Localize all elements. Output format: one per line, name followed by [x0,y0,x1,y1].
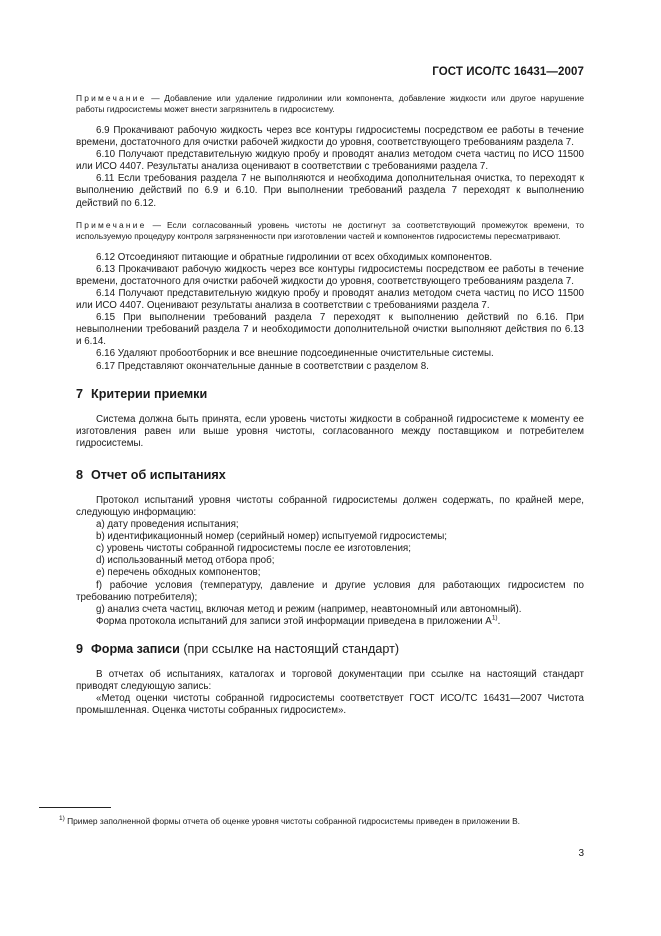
section-7-text: Система должна быть принята, если уровень чистоты жидкости в собранной гидросистеме к моменту ее изготовления равен или выше уровня чистоты, согласованного между поставщиком и потребителем гидросистемы. [76,413,584,449]
footnote-divider [39,807,111,808]
note-2 [76,220,584,242]
note-label: Примечание [76,219,147,230]
note-text: — Добавление или удаление гидролинии или компонента, добавление жидкости или другое нарушение работы гидросистемы может внести загрязнитель в гидросистему. [76,93,584,114]
section-9-quote: «Метод оценки чистоты собранной гидросистемы соответствует ГОСТ ИСО/ТС 16431—2007 Чистота промышленная. Оценка чистоты собранных гидросистем». [76,693,584,717]
document-header: ГОСТ ИСО/ТС 16431—2007 [432,66,584,78]
list-item-a: a) дату проведения испытания; [96,519,239,531]
clause-6-16: 6.16 Удаляют пробоотборник и все внешние подсоединенные очистительные системы. [96,348,494,360]
section-8-form-note: Форма протокола испытаний для записи этой информации приведена в приложении $А^{1)}$. [96,614,501,627]
list-item-e: e) перечень обходных компонентов; [96,567,261,579]
clause-6-13: 6.13 Прокачивают рабочую жидкость через все контуры гидросистемы посредством ее работы в течение времени, достаточного для очистки рабочей жидкости до уровня, соответствующего требованиям раздела 7. [76,263,584,287]
section-9-heading: 9 Форма записи (при ссылке на настоящий стандарт) [76,641,400,656]
section-8-intro: Протокол испытаний уровня чистоты собранной гидросистемы должен содержать, по крайней мере, следующую информацию: [76,494,584,518]
footnote: $^{1)}$ Пример заполненной формы отчета об оценке уровня чистоты собранной гидросистемы приведен в приложении В. [59,815,521,826]
clause-6-12: 6.12 Отсоединяют питающие и обратные гидролинии от всех обходимых компонентов. [96,251,493,263]
list-item-c: c) уровень чистоты собранной гидросистемы после ее изготовления; [96,543,411,555]
footnote-ref: 1) [491,614,498,622]
clause-6-10: 6.10 Получают представительную жидкую пробу и проводят анализ методом счета частиц по ИСО 11500 или ИСО 4407. Результаты анализа оценивают в соответствии с требованиями раздела 7. [76,149,584,173]
section-7-heading: 7 Критерии приемки [76,386,208,401]
section-8-heading: 8 Отчет об испытаниях [76,467,226,482]
list-item-g: g) анализ счета частиц, включая метод и режим (например, неавтономный или автономный). [96,603,522,615]
list-item-d: d) использованный метод отбора проб; [96,555,275,567]
list-item-f: f) рабочие условия (температуру, давление и другие условия для работающих гидросистем по требованию потребителя); [76,579,584,603]
page-body [76,93,584,717]
clause-6-11: 6.11 Если требования раздела 7 не выполняются и необходима дополнительная очистка, то переходят к выполнению действий по 6.9 и 6.10. При выполнении требований раздела 7 переходят к выполнению действий по 6.12. [76,173,584,209]
section-9-text: В отчетах об испытаниях, каталогах и торговой документации при ссылке на настоящий стандарт приводят следующую запись: [76,668,584,692]
list-item-b: b) идентификационный номер (серийный номер) испытуемой гидросистемы; [96,531,448,543]
note-text: — Если согласованный уровень чистоты не достигнут за соответствующий промежуток времени, то используемую процедуру контроля загрязненности при изготовлении частей и компонентов гидросистемы пересматривают. [76,219,584,241]
page-number: 3 [578,848,584,859]
clause-6-9: 6.9 Прокачивают рабочую жидкость через все контуры гидросистемы посредством ее работы в течение времени, достаточного для очистки рабочей жидкости до уровня, соответствующего требованиям раздела 7. [76,125,584,149]
clause-6-17: 6.17 Представляют окончательные данные в соответствии с разделом 8. [96,360,429,372]
clause-6-15: 6.15 При выполнении требований раздела 7 переходят к выполнению действий по 6.16. При невыполнении требований раздела 7 и необходимости дополнительной очистки выполняют действия по 6.13 и 6.14. [76,312,584,348]
clause-6-14: 6.14 Получают представительную жидкую пробу и проводят анализ методом счета частиц по ИСО 11500 или ИСО 4407. Оценивают результаты анализа в соответствии с требованиями раздела 7. [76,287,584,312]
note-1 [76,93,584,115]
note-label: Примечание [76,93,147,103]
